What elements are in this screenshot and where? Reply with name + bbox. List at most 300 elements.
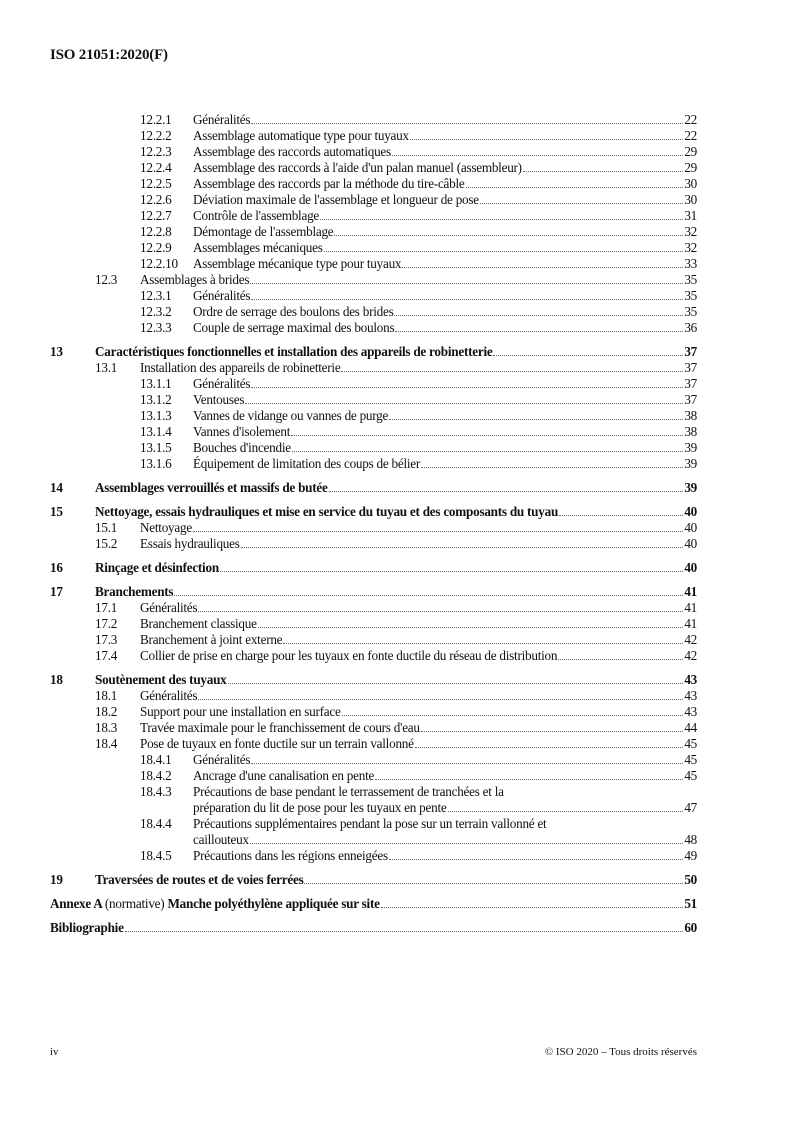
toc-entry-title-text: Couple de serrage maximal des boulons xyxy=(193,320,395,335)
toc-entry[interactable] xyxy=(50,736,697,752)
toc-entry-title[interactable] xyxy=(193,304,393,320)
toc-entry-page[interactable]: 37 xyxy=(684,360,697,375)
toc-entry-page[interactable]: 41 xyxy=(684,616,697,631)
toc-entry-body xyxy=(140,520,697,536)
toc-entry-page[interactable]: 32 xyxy=(684,224,697,239)
toc-entry-body xyxy=(193,192,697,208)
toc-entry[interactable] xyxy=(50,456,697,472)
toc-entry[interactable] xyxy=(50,672,697,688)
dot-leader xyxy=(334,235,683,236)
toc-entry-title-text: Branchement à joint externe xyxy=(140,632,283,647)
toc-entry-line xyxy=(193,144,697,160)
toc-entry-body xyxy=(193,784,697,816)
toc-entry-line xyxy=(193,320,697,336)
toc-entry-title-text: Démontage de l'assemblage xyxy=(193,224,334,239)
toc-entry-title[interactable] xyxy=(193,256,401,272)
dot-leader xyxy=(493,355,683,356)
toc-entry-body xyxy=(193,392,697,408)
toc-entry-page[interactable]: 36 xyxy=(684,320,697,335)
toc-entry-title[interactable] xyxy=(95,584,173,600)
page-footer xyxy=(50,1046,697,1058)
toc-entry-title-text: Assemblage des raccords automatiques xyxy=(193,144,391,159)
toc-entry-number: 13.1 xyxy=(95,360,118,375)
toc-entry-body xyxy=(140,736,697,752)
toc-entry-line xyxy=(140,536,697,552)
toc-entry-number: 18.2 xyxy=(95,704,118,719)
dot-leader xyxy=(251,123,683,124)
dot-leader xyxy=(125,931,684,932)
toc-entry-title[interactable] xyxy=(140,600,197,616)
toc-entry[interactable] xyxy=(50,344,697,360)
toc-entry-page[interactable]: 43 xyxy=(684,672,697,687)
toc-entry-page[interactable]: 35 xyxy=(684,288,697,303)
document-id-header: ISO 21051:2020(F) xyxy=(50,47,168,63)
toc-entry-title[interactable] xyxy=(193,128,409,144)
toc-entry-page[interactable]: 40 xyxy=(684,504,697,519)
toc-entry-page[interactable]: 31 xyxy=(684,208,697,223)
toc-entry-number: 12.2.6 xyxy=(140,192,172,207)
toc-entry[interactable] xyxy=(50,600,697,616)
toc-entry-title[interactable] xyxy=(140,272,249,288)
table-of-contents xyxy=(50,112,697,936)
toc-entry[interactable] xyxy=(50,256,697,272)
dot-leader xyxy=(392,155,683,156)
toc-entry-title[interactable] xyxy=(193,832,249,848)
toc-entry[interactable] xyxy=(50,112,697,128)
toc-entry-title-text: Généralités xyxy=(140,688,198,703)
toc-entry-page[interactable]: 45 xyxy=(684,768,697,783)
dot-leader xyxy=(198,611,683,612)
dot-leader xyxy=(304,883,683,884)
toc-entry-line xyxy=(193,784,697,800)
toc-entry-number: 12.2.7 xyxy=(140,208,172,223)
toc-entry[interactable] xyxy=(50,360,697,376)
toc-entry-line xyxy=(95,872,697,888)
toc-entry-number: 17.1 xyxy=(95,600,118,615)
toc-entry-title[interactable] xyxy=(140,520,192,536)
toc-entry-title-text: Branchements xyxy=(95,584,174,599)
dot-leader xyxy=(559,515,683,516)
toc-entry-page[interactable]: 41 xyxy=(684,600,697,615)
toc-entry[interactable] xyxy=(50,704,697,720)
toc-entry-title-text: Assemblages verrouillés et massifs de butée xyxy=(95,480,328,495)
toc-entry-line xyxy=(140,600,697,616)
toc-entry-title[interactable] xyxy=(140,632,282,648)
toc-entry-page[interactable]: 51 xyxy=(684,896,697,911)
toc-entry-title-text: Généralités xyxy=(193,112,251,127)
toc-entry-title-text: Assemblage mécanique type pour tuyaux xyxy=(193,256,402,271)
toc-entry-number: 12.2.1 xyxy=(140,112,172,127)
toc-entry-number: 12.2.10 xyxy=(140,256,178,271)
toc-entry-body xyxy=(193,112,697,128)
toc-entry-line xyxy=(140,720,697,736)
toc-entry-number: 13.1.1 xyxy=(140,376,172,391)
toc-entry-title[interactable] xyxy=(193,768,374,784)
toc-entry-body xyxy=(140,704,697,720)
toc-entry-title[interactable] xyxy=(95,560,219,576)
toc-entry[interactable] xyxy=(50,128,697,144)
dot-leader xyxy=(389,859,683,860)
toc-entry-title[interactable] xyxy=(140,536,240,552)
toc-entry-page[interactable]: 33 xyxy=(684,256,697,271)
toc-entry-title-text: Précautions dans les régions enneigées xyxy=(193,848,388,863)
toc-entry[interactable] xyxy=(50,192,697,208)
toc-entry[interactable] xyxy=(50,872,697,888)
toc-entry[interactable] xyxy=(50,408,697,424)
toc-entry-page[interactable]: 29 xyxy=(684,144,697,159)
toc-entry-number: 12.3.1 xyxy=(140,288,172,303)
toc-entry-title-text: Collier de prise en charge pour les tuyaux en fonte ductile du réseau de distribution xyxy=(140,648,558,663)
toc-entry-body xyxy=(140,536,697,552)
toc-entry-page[interactable]: 49 xyxy=(684,848,697,863)
toc-entry-body xyxy=(193,456,697,472)
toc-entry-page[interactable]: 35 xyxy=(684,304,697,319)
toc-entry-title[interactable] xyxy=(140,720,420,736)
toc-entry-page[interactable]: 40 xyxy=(684,560,697,575)
toc-entry-number: 13.1.2 xyxy=(140,392,172,407)
toc-entry-number: 12.3.3 xyxy=(140,320,172,335)
toc-entry-title-text: Caractéristiques fonctionnelles et installation des appareils de robinetterie xyxy=(95,344,493,359)
toc-entry-body xyxy=(140,360,697,376)
toc-entry[interactable] xyxy=(50,376,697,392)
toc-entry-title[interactable] xyxy=(193,392,244,408)
dot-leader xyxy=(329,491,684,492)
toc-entry-line xyxy=(140,272,697,288)
toc-entry-title-text: Support pour une installation en surface xyxy=(140,704,341,719)
toc-entry[interactable] xyxy=(50,240,697,256)
dot-leader xyxy=(292,451,683,452)
toc-entry-body xyxy=(193,160,697,176)
toc-entry[interactable] xyxy=(50,272,697,288)
toc-entry-page[interactable]: 47 xyxy=(684,800,697,815)
toc-entry-title[interactable] xyxy=(140,360,340,376)
toc-entry-body xyxy=(193,240,697,256)
toc-entry[interactable] xyxy=(50,176,697,192)
toc-entry[interactable] xyxy=(50,208,697,224)
toc-entry[interactable] xyxy=(50,848,697,864)
toc-entry-number: 12.2.9 xyxy=(140,240,172,255)
toc-entry-page[interactable]: 41 xyxy=(684,584,697,599)
toc-entry[interactable] xyxy=(50,768,697,784)
toc-entry[interactable] xyxy=(50,144,697,160)
toc-entry-title[interactable] xyxy=(193,752,250,768)
toc-entry-number: 13.1.5 xyxy=(140,440,172,455)
toc-entry[interactable] xyxy=(50,752,697,768)
toc-entry-title-text: Soutènement des tuyaux xyxy=(95,672,227,687)
toc-entry-page[interactable]: 38 xyxy=(684,408,697,423)
toc-entry-number: 13 xyxy=(50,344,63,359)
dot-leader xyxy=(523,171,683,172)
toc-entry-page[interactable]: 45 xyxy=(684,736,697,751)
toc-entry-title[interactable] xyxy=(193,800,447,816)
toc-entry-page[interactable]: 60 xyxy=(684,920,697,935)
dot-leader xyxy=(381,907,684,908)
toc-entry-page[interactable]: 22 xyxy=(684,128,697,143)
dot-leader xyxy=(341,371,683,372)
toc-entry-page[interactable]: 32 xyxy=(684,240,697,255)
dot-leader xyxy=(375,779,683,780)
toc-entry-line xyxy=(193,176,697,192)
dot-leader xyxy=(410,139,683,140)
toc-entry-number: 18.4.4 xyxy=(140,816,172,831)
toc-entry-title[interactable] xyxy=(140,704,341,720)
toc-entry-line xyxy=(193,752,697,768)
toc-entry-body xyxy=(193,304,697,320)
toc-entry-body xyxy=(140,600,697,616)
toc-entry-number: 12.3.2 xyxy=(140,304,172,319)
toc-entry-page[interactable]: 30 xyxy=(684,192,697,207)
toc-entry-title-text: Équipement de limitation des coups de bélier xyxy=(193,456,421,471)
dot-leader xyxy=(395,331,683,332)
toc-entry-body xyxy=(140,632,697,648)
toc-entry[interactable] xyxy=(50,304,697,320)
toc-entry-number: 17.3 xyxy=(95,632,118,647)
dot-leader xyxy=(251,763,683,764)
dot-leader xyxy=(480,203,683,204)
toc-entry[interactable] xyxy=(50,616,697,632)
dot-leader xyxy=(402,267,683,268)
toc-entry[interactable] xyxy=(50,424,697,440)
toc-entry[interactable] xyxy=(50,392,697,408)
toc-entry-body xyxy=(95,560,697,576)
toc-entry[interactable] xyxy=(50,440,697,456)
toc-entry[interactable] xyxy=(50,288,697,304)
toc-entry-line xyxy=(95,584,697,600)
annex-qualifier: (normative) xyxy=(104,896,165,911)
toc-entry-body xyxy=(193,752,697,768)
toc-entry-line xyxy=(140,736,697,752)
toc-entry-line xyxy=(193,376,697,392)
toc-entry-title-text: Assemblage des raccords par la méthode du tire-câble xyxy=(193,176,465,191)
dot-leader xyxy=(245,403,683,404)
toc-entry-title-text: Nettoyage xyxy=(140,520,192,535)
toc-entry-page[interactable]: 38 xyxy=(684,424,697,439)
dot-leader xyxy=(251,299,683,300)
toc-entry-body xyxy=(193,256,697,272)
toc-entry-body xyxy=(193,224,697,240)
toc-entry-body xyxy=(95,584,697,600)
toc-entry-title[interactable] xyxy=(95,872,303,888)
toc-entry-line xyxy=(140,688,697,704)
toc-entry-title[interactable] xyxy=(140,736,414,752)
dot-leader xyxy=(320,219,683,220)
toc-entry-page[interactable]: 30 xyxy=(684,176,697,191)
dot-leader xyxy=(324,251,684,252)
toc-entry-title[interactable] xyxy=(193,456,420,472)
toc-entry-line xyxy=(193,392,697,408)
toc-entry-page[interactable]: 35 xyxy=(684,272,697,287)
toc-entry-title[interactable] xyxy=(193,784,504,800)
toc-entry-line xyxy=(140,616,697,632)
dot-leader xyxy=(220,571,683,572)
dot-leader xyxy=(283,643,683,644)
dot-leader xyxy=(174,595,683,596)
toc-entry-number: 13.1.6 xyxy=(140,456,172,471)
toc-entry-title[interactable] xyxy=(95,344,492,360)
dot-leader xyxy=(241,547,684,548)
toc-entry-title[interactable] xyxy=(193,440,291,456)
dot-leader xyxy=(448,811,684,812)
toc-entry[interactable] xyxy=(50,720,697,736)
toc-entry[interactable] xyxy=(50,480,697,496)
toc-entry-number: 15.2 xyxy=(95,536,118,551)
toc-entry-body xyxy=(193,768,697,784)
toc-entry-page[interactable]: 40 xyxy=(684,520,697,535)
toc-entry-page[interactable]: 39 xyxy=(684,480,697,495)
toc-entry-body xyxy=(140,720,697,736)
toc-entry-number: 12.2.3 xyxy=(140,144,172,159)
toc-entry-title[interactable] xyxy=(193,424,290,440)
toc-entry-title-text: Précautions supplémentaires pendant la pose sur un terrain vallonné et xyxy=(193,816,547,831)
toc-entry-number: 12.2.5 xyxy=(140,176,172,191)
dot-leader xyxy=(421,467,683,468)
toc-entry-number: 18.4.3 xyxy=(140,784,172,799)
toc-entry[interactable] xyxy=(50,504,697,520)
toc-entry-line xyxy=(193,208,697,224)
toc-entry-title-text: Contrôle de l'assemblage xyxy=(193,208,320,223)
toc-entry-page[interactable]: 39 xyxy=(684,456,697,471)
toc-entry-page[interactable]: 29 xyxy=(684,160,697,175)
toc-entry-title[interactable] xyxy=(193,320,394,336)
toc-entry-page[interactable]: 48 xyxy=(684,832,697,847)
toc-entry-page[interactable]: 37 xyxy=(684,392,697,407)
toc-entry-title[interactable] xyxy=(50,896,380,912)
toc-entry-page[interactable]: 43 xyxy=(684,704,697,719)
toc-entry-number: 13.1.3 xyxy=(140,408,172,423)
toc-entry[interactable] xyxy=(50,224,697,240)
toc-entry-title[interactable] xyxy=(193,192,479,208)
toc-entry-body xyxy=(95,480,697,496)
toc-entry-line xyxy=(140,704,697,720)
toc-entry[interactable] xyxy=(50,160,697,176)
toc-entry-number: 12.2.2 xyxy=(140,128,172,143)
toc-entry-page[interactable]: 45 xyxy=(684,752,697,767)
toc-entry-title-text: Rinçage et désinfection xyxy=(95,560,219,575)
toc-entry[interactable] xyxy=(50,784,697,816)
toc-entry-title[interactable] xyxy=(140,688,197,704)
toc-entry-number: 18.4.2 xyxy=(140,768,172,783)
toc-entry-line xyxy=(50,896,697,912)
toc-entry-number: 16 xyxy=(50,560,63,575)
toc-entry-title[interactable] xyxy=(193,288,250,304)
dot-leader xyxy=(342,715,684,716)
toc-entry-body xyxy=(50,896,697,912)
toc-entry-body xyxy=(140,648,697,664)
toc-entry-body xyxy=(193,408,697,424)
toc-entry-title[interactable] xyxy=(193,160,522,176)
toc-entry-title[interactable] xyxy=(193,208,319,224)
toc-entry[interactable] xyxy=(50,688,697,704)
toc-entry-number: 15 xyxy=(50,504,63,519)
toc-entry-line xyxy=(193,832,697,848)
toc-entry-number: 12.2.4 xyxy=(140,160,172,175)
toc-entry-number: 18.1 xyxy=(95,688,118,703)
toc-entry-body xyxy=(193,440,697,456)
toc-entry-title[interactable] xyxy=(95,672,227,688)
toc-entry-page[interactable]: 37 xyxy=(684,344,697,359)
toc-entry-line xyxy=(50,920,697,936)
toc-entry-title[interactable] xyxy=(50,920,124,936)
toc-entry-page[interactable]: 44 xyxy=(684,720,697,735)
toc-entry-title[interactable] xyxy=(193,176,465,192)
toc-entry-line xyxy=(193,800,697,816)
toc-entry-body xyxy=(193,320,697,336)
dot-leader xyxy=(558,659,683,660)
dot-leader xyxy=(228,683,684,684)
toc-entry-page[interactable]: 42 xyxy=(684,632,697,647)
toc-entry-title[interactable] xyxy=(193,224,333,240)
toc-entry-page[interactable]: 39 xyxy=(684,440,697,455)
toc-entry[interactable] xyxy=(50,920,697,936)
toc-entry-body xyxy=(193,144,697,160)
toc-entry-page[interactable]: 43 xyxy=(684,688,697,703)
toc-entry-title[interactable] xyxy=(193,112,250,128)
toc-entry-title[interactable] xyxy=(193,408,388,424)
toc-entry-line xyxy=(193,240,697,256)
toc-entry[interactable] xyxy=(50,648,697,664)
dot-leader xyxy=(394,315,683,316)
toc-entry-number: 18.4.5 xyxy=(140,848,172,863)
toc-entry[interactable] xyxy=(50,584,697,600)
toc-entry-title[interactable] xyxy=(193,144,391,160)
toc-entry-title-text: Ventouses xyxy=(193,392,245,407)
toc-entry-page[interactable]: 37 xyxy=(684,376,697,391)
toc-entry-page[interactable]: 42 xyxy=(684,648,697,663)
toc-entry-title-text: préparation du lit de pose pour les tuyaux en pente xyxy=(193,800,447,815)
toc-entry-title-text: Branchement classique xyxy=(140,616,257,631)
toc-entry-line xyxy=(140,632,697,648)
toc-entry[interactable] xyxy=(50,536,697,552)
toc-entry[interactable] xyxy=(50,560,697,576)
toc-entry-title[interactable] xyxy=(95,504,558,520)
toc-entry-title-text: Vannes d'isolement xyxy=(193,424,291,439)
toc-entry-title[interactable] xyxy=(95,480,328,496)
toc-entry-page[interactable]: 50 xyxy=(684,872,697,887)
toc-entry-title[interactable] xyxy=(193,848,388,864)
toc-entry-page[interactable]: 22 xyxy=(684,112,697,127)
toc-entry-number: 18.4 xyxy=(95,736,118,751)
toc-entry[interactable] xyxy=(50,632,697,648)
toc-entry-line xyxy=(193,128,697,144)
toc-entry-number: 17.4 xyxy=(95,648,118,663)
toc-entry[interactable] xyxy=(50,896,697,912)
toc-entry-title-text: Bouches d'incendie xyxy=(193,440,291,455)
toc-entry-title[interactable] xyxy=(193,376,250,392)
toc-entry-title[interactable] xyxy=(140,648,557,664)
toc-entry-number: 13.1.4 xyxy=(140,424,172,439)
dot-leader xyxy=(389,419,683,420)
toc-entry-number: 17.2 xyxy=(95,616,118,631)
toc-entry-title-text: Travée maximale pour le franchissement de cours d'eau xyxy=(140,720,420,735)
toc-entry-page[interactable]: 40 xyxy=(684,536,697,551)
toc-entry-body xyxy=(193,848,697,864)
toc-entry-body xyxy=(95,504,697,520)
toc-entry-line xyxy=(193,440,697,456)
toc-entry[interactable] xyxy=(50,520,697,536)
toc-entry[interactable] xyxy=(50,320,697,336)
toc-entry[interactable] xyxy=(50,816,697,848)
toc-entry-line xyxy=(193,256,697,272)
toc-entry-body xyxy=(95,344,697,360)
toc-entry-line xyxy=(193,816,697,832)
toc-entry-title[interactable] xyxy=(193,816,546,832)
toc-entry-title-text: Bibliographie xyxy=(50,920,124,935)
toc-entry-line xyxy=(140,360,697,376)
dot-leader xyxy=(258,627,684,628)
toc-entry-title[interactable] xyxy=(140,616,257,632)
toc-entry-number: 12.3 xyxy=(95,272,118,287)
toc-entry-title[interactable] xyxy=(193,240,323,256)
